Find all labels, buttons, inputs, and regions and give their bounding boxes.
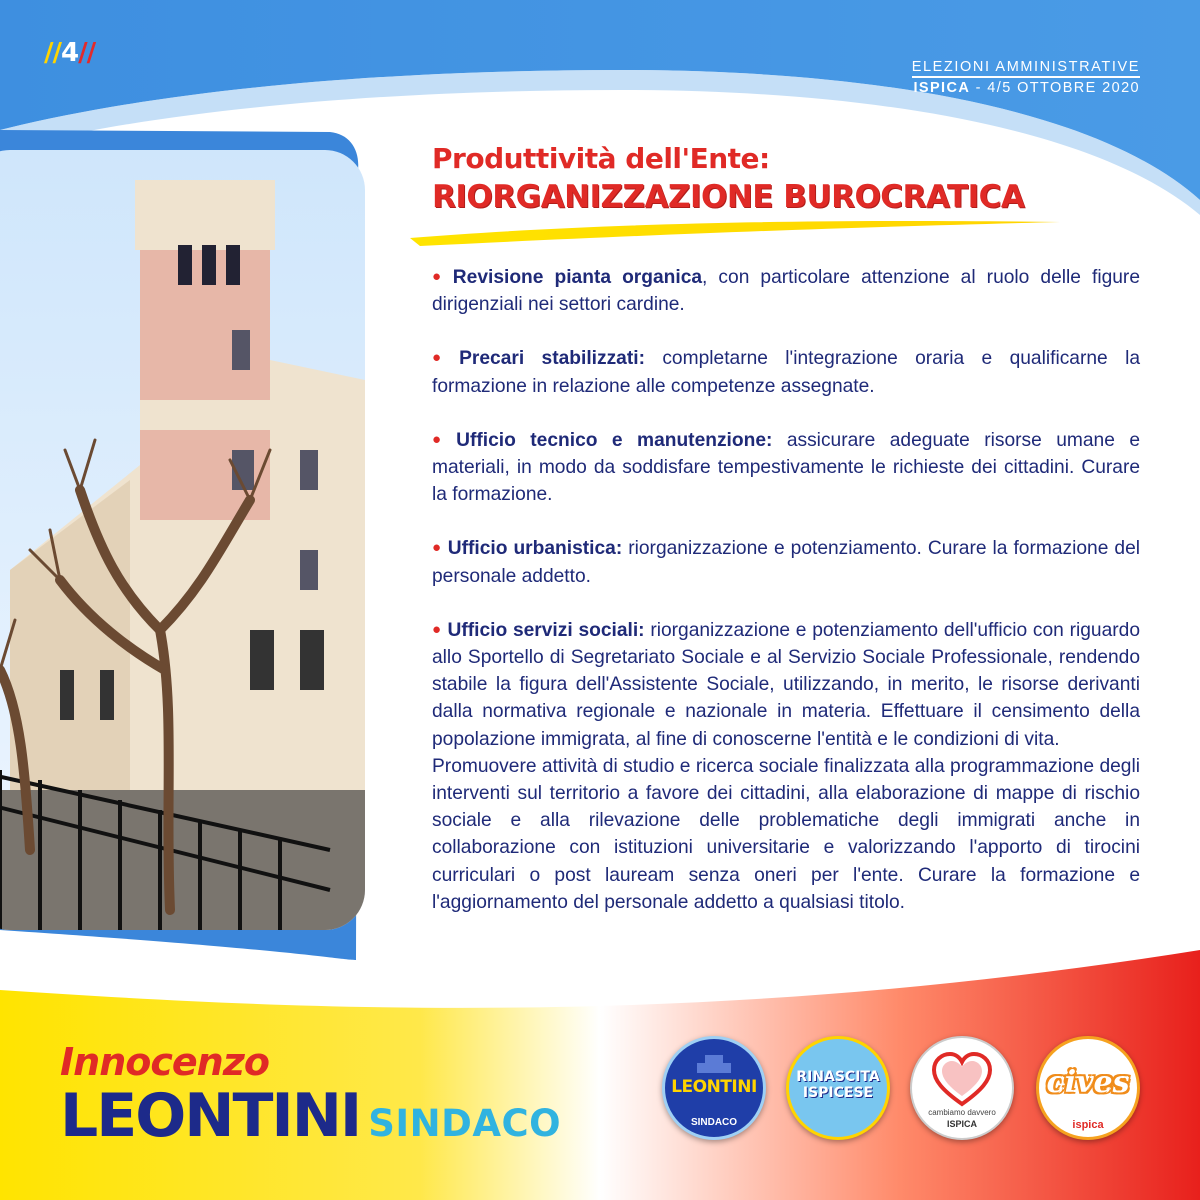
cambiamo-davvero-logo: cambiamo davvero ISPICA [910, 1036, 1014, 1140]
election-title: ELEZIONI AMMINISTRATIVE [912, 59, 1140, 78]
bullet-icon: ● [432, 430, 451, 448]
bullet-icon: ● [432, 620, 442, 638]
section-title: RIORGANIZZAZIONE BUROCRATICA [432, 179, 1025, 215]
point-continuation: Promuovere attività di studio e ricerca sociale finalizzata alla programmazione degli interventi sul territorio a favore dei cittadini, alla elaborazione di mappe di rischio sociale e alla rilevazione delle problematiche degli immigrati anche in collaborazione con istituzioni universitarie e valorizzando l'apporto di tirocini curriculari o post lauream senza oneri per l'ente. Curare la formazione e l'aggiornamento del personale addetto a qualsiasi titolo. [432, 755, 1140, 913]
point-item: ● Ufficio urbanistica: riorganizzazione e potenziamento. Curare la formazione del personale addetto. [432, 538, 1141, 587]
point-item: ● Ufficio tecnico e manutenzione: assicurare adeguate risorse umane e materiali, in modo da soddisfare tempestivamente le richieste dei cittadini. Curare la formazione. [432, 429, 1140, 506]
point-item: ● Revisione pianta organica, con particolare attenzione al ruolo delle figure dirigenziali nei settori cardine. [432, 267, 1140, 316]
point-item: ● Precari stabilizzati: completarne l'integrazione oraria e qualificarne la formazione in relazione alle competenze assegnate. [432, 348, 1141, 397]
bullet-icon: ● [432, 349, 454, 367]
candidate-role: SINDACO [368, 1102, 562, 1145]
section-subtitle: Produttività dell'Ente: [432, 142, 770, 175]
candidate-first-name: Innocenzo [60, 1040, 269, 1084]
page-number: //4// [44, 38, 96, 68]
section-heading [432, 142, 1024, 215]
election-date: ISPICA - 4/5 OTTOBRE 2020 [913, 80, 1140, 96]
candidate-last-name: LEONTINI [60, 1081, 361, 1151]
cives-ispica-logo: cives ispica [1036, 1036, 1140, 1140]
bullet-icon: ● [432, 268, 447, 285]
program-text [432, 263, 1140, 916]
election-info [840, 58, 1140, 97]
leontini-sindaco-logo: LEONTINI SINDACO [662, 1036, 766, 1140]
point-item: ● Ufficio servizi sociali: riorganizzazione e potenziamento dell'ufficio con riguardo allo Sportello di Segretariato Sociale e al Servizio Sociale Professionale, rendendo stabile la figura dell'Assistente Sociale, utilizzando, in merito, le risorse derivanti dalla normativa regionale e nazionale in materia. Effettuare il censimento della popolazione immigrata, al fine di conoscerne l'entità e le condizioni di vita. [432, 619, 1141, 750]
candidate-name [60, 1040, 562, 1151]
bullet-icon: ● [432, 539, 442, 557]
rinascita-ispicese-logo: RINASCITA ISPICESE [786, 1036, 890, 1140]
town-hall-photo [0, 150, 365, 930]
